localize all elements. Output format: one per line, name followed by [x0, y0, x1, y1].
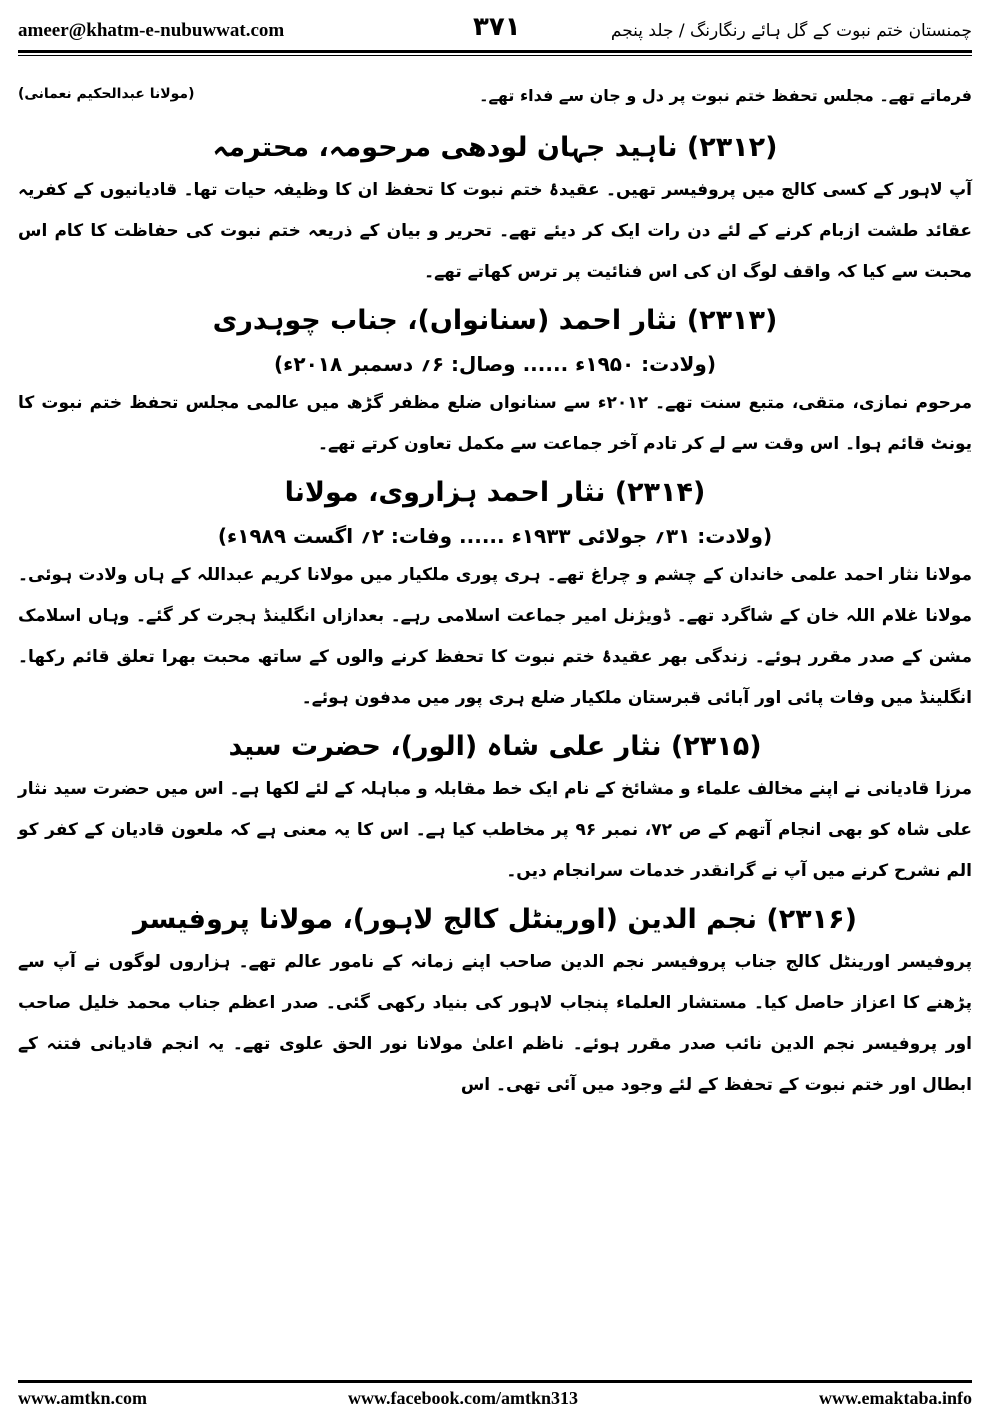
page-content [18, 126, 972, 1112]
entry-2314 [18, 471, 972, 719]
intro-text: فرماتے تھے۔ مجلس تحفظ ختم نبوت پر دل و جان سے فداء تھے۔ [479, 86, 972, 105]
footer-link-facebook[interactable]: www.facebook.com/amtkn313 [348, 1388, 578, 1408]
entry-body: مرحوم نمازی، متقی، متبع سنت تھے۔ ۲۰۱۲ء سے سنانواں ضلع مظفر گڑھ میں عالمی مجلس تحفظ ختم نبوت کا یونٹ قائم ہوا۔ اس وقت سے لے کر تادم آخر جماعت سے مکمل تعاون کرتے تھے۔ [18, 393, 972, 454]
entry-2316 [18, 898, 972, 1106]
header-rule [18, 50, 972, 53]
footer-link-amtkn[interactable]: www.amtkn.com [18, 1388, 147, 1408]
entry-heading: (۲۳۱۵) نثار علی شاہ (الور)، حضرت سید [228, 731, 762, 762]
footer-link-emaktaba[interactable]: www.emaktaba.info [818, 1388, 972, 1408]
entry-heading: (۲۳۱۴) نثار احمد ہزاروی، مولانا [284, 477, 706, 508]
entry-heading: (۲۳۱۲) ناہید جہان لودھی مرحومہ، محترمہ [212, 132, 778, 163]
entry-heading: (۲۳۱۳) نثار احمد (سنانواں)، جناب چوہدری [212, 305, 778, 336]
book-title: چمنستان ختم نبوت کے گل ہائے رنگارنگ / جلد پنجم [610, 21, 972, 41]
intro-author: (مولانا عبدالحکیم نعمانی) [18, 86, 195, 102]
entry-dates: (ولادت: ۳۱؍ جولائی ۱۹۳۳ء ...... وفات: ۲؍ اگست ۱۹۸۹ء) [217, 524, 773, 548]
entry-heading: (۲۳۱۶) نجم الدین (اورینٹل کالج لاہور)، مولانا پروفیسر [133, 904, 857, 935]
page-number: ۳۷۱ [473, 12, 521, 42]
footer-rule [18, 1380, 972, 1383]
header-email[interactable]: ameer@khatm-e-nubuwwat.com [18, 20, 285, 41]
entry-2312 [18, 126, 972, 293]
entry-dates: (ولادت: ۱۹۵۰ء ...... وصال: ۶؍ دسمبر ۲۰۱۸ء) [274, 352, 716, 376]
header-rule-thin [18, 55, 972, 56]
entry-2315 [18, 725, 972, 892]
page-footer [18, 1388, 972, 1412]
entry-body: مرزا قادیانی نے اپنے مخالف علماء و مشائخ کے نام ایک خط مقابلہ و مباہلہ کے لئے لکھا ہے۔ اس میں حضرت سید نثار علی شاہ کو بھی انجام آتھم کے ص ۷۲، نمبر ۹۶ پر مخاطب کیا ہے۔ اس کا یہ معنی ہے کہ ملعون قادیان کے کفر کو الم نشرح کرنے میں آپ نے گرانقدر خدمات سرانجام دیں۔ [18, 779, 972, 881]
entry-body: مولانا نثار احمد علمی خاندان کے چشم و چراغ تھے۔ ہری پوری ملکیار میں مولانا کریم عبداللہ کے ہاں ولادت ہوئی۔ مولانا غلام اللہ خان کے شاگرد تھے۔ ڈویژنل امیر جماعت اسلامی رہے۔ بعدازاں انگلینڈ ہجرت کر گئے۔ وہاں اسلامک مشن کے صدر مقرر ہوئے۔ زندگی بھر عقیدۂ ختم نبوت کا تحفظ کرنے والوں کے ساتھ محبت بھرا تعلق قائم رکھا۔ انگلینڈ میں وفات پائی اور آبائی قبرستان ملکیار ضلع ہری پور میں مدفون ہوئے۔ [18, 565, 972, 708]
entry-body: آپ لاہور کے کسی کالج میں پروفیسر تھیں۔ عقیدۂ ختم نبوت کا تحفظ ان کا وظیفہ حیات تھا۔ قادیانیوں کے کفریہ عقائد طشت ازبام کرنے کے لئے دن رات ایک کر دیئے تھے۔ تحریر و بیان کے ذریعہ ختم نبوت کی حفاظت کا کام اس محبت سے کیا کہ واقف لوگ ان کی اس فنائیت پر ترس کھاتے تھے۔ [18, 180, 972, 282]
intro-line [18, 86, 972, 116]
page-header [18, 10, 972, 50]
entry-body: پروفیسر اورینٹل کالج جناب پروفیسر نجم الدین صاحب اپنے زمانہ کے نامور عالم تھے۔ ہزاروں لوگوں نے آپ سے پڑھنے کا اعزاز حاصل کیا۔ مستشار العلماء پنجاب لاہور کی بنیاد رکھی گئی۔ صدر اعظم جناب محمد خلیل صاحب اور پروفیسر نجم الدین نائب صدر مقرر ہوئے۔ ناظم اعلیٰ مولانا نور الحق علوی تھے۔ یہ انجم قادیانی فتنہ کے ابطال اور ختم نبوت کے تحفظ کے لئے وجود میں آئی تھی۔ اس [18, 952, 972, 1095]
entry-2313 [18, 299, 972, 465]
